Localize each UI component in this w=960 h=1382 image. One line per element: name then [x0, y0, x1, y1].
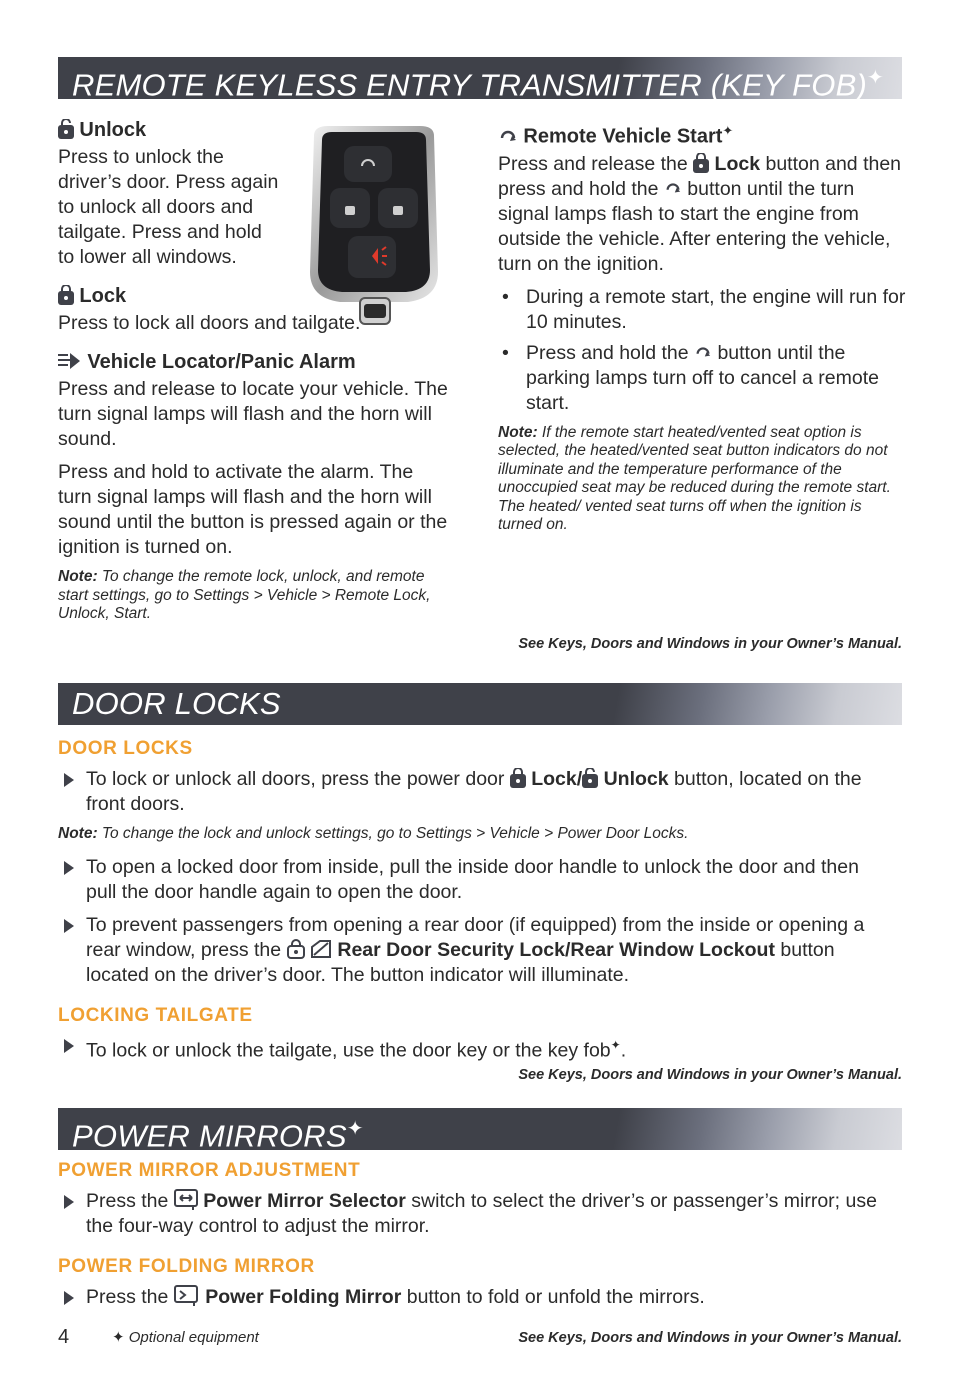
- vehicle-locator-icon: [58, 351, 82, 371]
- remote-start-heading: Remote Vehicle Start✦: [498, 118, 908, 150]
- lock-icon: [58, 285, 74, 305]
- key-fob-image: [288, 122, 460, 334]
- section-title: DOOR LOCKS: [72, 686, 281, 721]
- arrow-bullet-icon: [64, 1039, 74, 1053]
- list-item: To lock or unlock the tailgate, use the door key or the key fob✦.: [86, 1033, 886, 1064]
- mirror-selector-icon: [174, 1189, 198, 1211]
- arrow-bullet-icon: [64, 1195, 74, 1209]
- section-title: POWER MIRRORS: [72, 1118, 347, 1154]
- see-manual-ref: See Keys, Doors and Windows in your Owner’s Manual.: [518, 1330, 902, 1346]
- list-item: Press the Power Folding Mirror button to fold or unfold the mirrors.: [86, 1285, 886, 1310]
- optional-mark: ✦: [346, 1118, 364, 1140]
- page-number: 4: [58, 1326, 70, 1348]
- rear-door-lock-icon: [287, 939, 305, 959]
- locator-text-1: Press and release to locate your vehicle. The turn signal lamps will flash and the horn will sound.: [58, 378, 448, 450]
- keyfob-note-right: Note: If the remote start heated/vented seat option is selected, the heated/vented seat button indicators do not illuminate and the temperature performance of the unoccupied seat may be reduced during the remote start. The heated/ vented seat turns off when the ignition is turned on.: [498, 423, 891, 533]
- remote-bullet-2: • Press and hold the button until the parking lamps turn off to cancel a remote start.: [502, 341, 879, 414]
- arrow-bullet-icon: [64, 773, 74, 787]
- arrow-bullet-icon: [64, 861, 74, 875]
- section-banner-doorlocks: [58, 683, 902, 725]
- arrow-bullet-icon: [64, 1291, 74, 1305]
- remote-start-icon: [664, 179, 682, 197]
- keyfob-note-left: Note: To change the remote lock, unlock, and remote start settings, go to Settings > Vehicle > Remote Lock, Unlock, Start.: [58, 568, 431, 622]
- remote-start-text: Press and release the Lock button and then press and hold the button until the turn signal lamps flash to start the engine from outside the vehicle. After entering the vehicle, turn on the ignition.: [498, 152, 902, 275]
- window-lockout-icon: [310, 939, 332, 959]
- lock-icon: [693, 153, 709, 173]
- lock-heading: Lock: [58, 284, 450, 309]
- section-banner-mirrors: [58, 1108, 902, 1154]
- optional-equipment-note: ✦ Optional equipment: [112, 1329, 259, 1346]
- subheading-folding-mirror: POWER FOLDING MIRROR: [58, 1256, 315, 1277]
- subheading-door-locks: DOOR LOCKS: [58, 738, 193, 759]
- locator-heading: Vehicle Locator/Panic Alarm: [58, 350, 450, 375]
- list-item: To prevent passengers from opening a rear door (if equipped) from the inside or opening a rear window, press the Rear Door Security Lock/Rear Window Lockout button located on the driver’s door. The button indicator will illuminate.: [86, 913, 886, 988]
- see-manual-ref: See Keys, Doors and Windows in your Owner’s Manual.: [518, 636, 902, 652]
- locator-text-2: Press and hold to activate the alarm. The turn signal lamps will flash and the horn will sound until the button is pressed again or the ignition is turned on.: [58, 461, 448, 558]
- unlock-icon: [58, 119, 74, 139]
- remote-start-icon: [694, 343, 712, 361]
- subheading-locking-tailgate: LOCKING TAILGATE: [58, 1005, 253, 1026]
- subheading-mirror-adjustment: POWER MIRROR ADJUSTMENT: [58, 1160, 361, 1181]
- remote-start-icon: [498, 126, 518, 146]
- lock-text: Press to lock all doors and tailgate.: [58, 312, 361, 334]
- unlock-heading: Unlock: [58, 118, 450, 143]
- list-item: To lock or unlock all doors, press the power door Lock/ Unlock button, located on the front doors.: [86, 767, 886, 817]
- remote-bullet-1: • During a remote start, the engine will run for 10 minutes.: [502, 285, 906, 333]
- section-banner-keyfob: [58, 57, 902, 103]
- lock-icon: [510, 768, 526, 788]
- keyfob-right-column: [498, 118, 908, 535]
- list-item: Press the Power Mirror Selector switch to select the driver’s or passenger’s mirror; use the four-way control to adjust the mirror.: [86, 1189, 886, 1239]
- unlock-icon: [582, 768, 598, 788]
- doorlocks-note: Note: To change the lock and unlock settings, go to Settings > Vehicle > Power Door Locks.: [58, 825, 689, 842]
- see-manual-ref: See Keys, Doors and Windows in your Owner’s Manual.: [518, 1067, 902, 1083]
- unlock-text: Press to unlock the driver’s door. Press again to unlock all doors and tailgate. Press and hold to lower all windows.: [58, 146, 279, 268]
- section-title: REMOTE KEYLESS ENTRY TRANSMITTER (KEY FOB): [72, 67, 868, 103]
- folding-mirror-icon: [174, 1285, 200, 1307]
- list-item: To open a locked door from inside, pull the inside door handle to unlock the door and then pull the door handle again to open the door.: [86, 855, 886, 905]
- optional-mark: ✦: [867, 67, 884, 89]
- arrow-bullet-icon: [64, 919, 74, 933]
